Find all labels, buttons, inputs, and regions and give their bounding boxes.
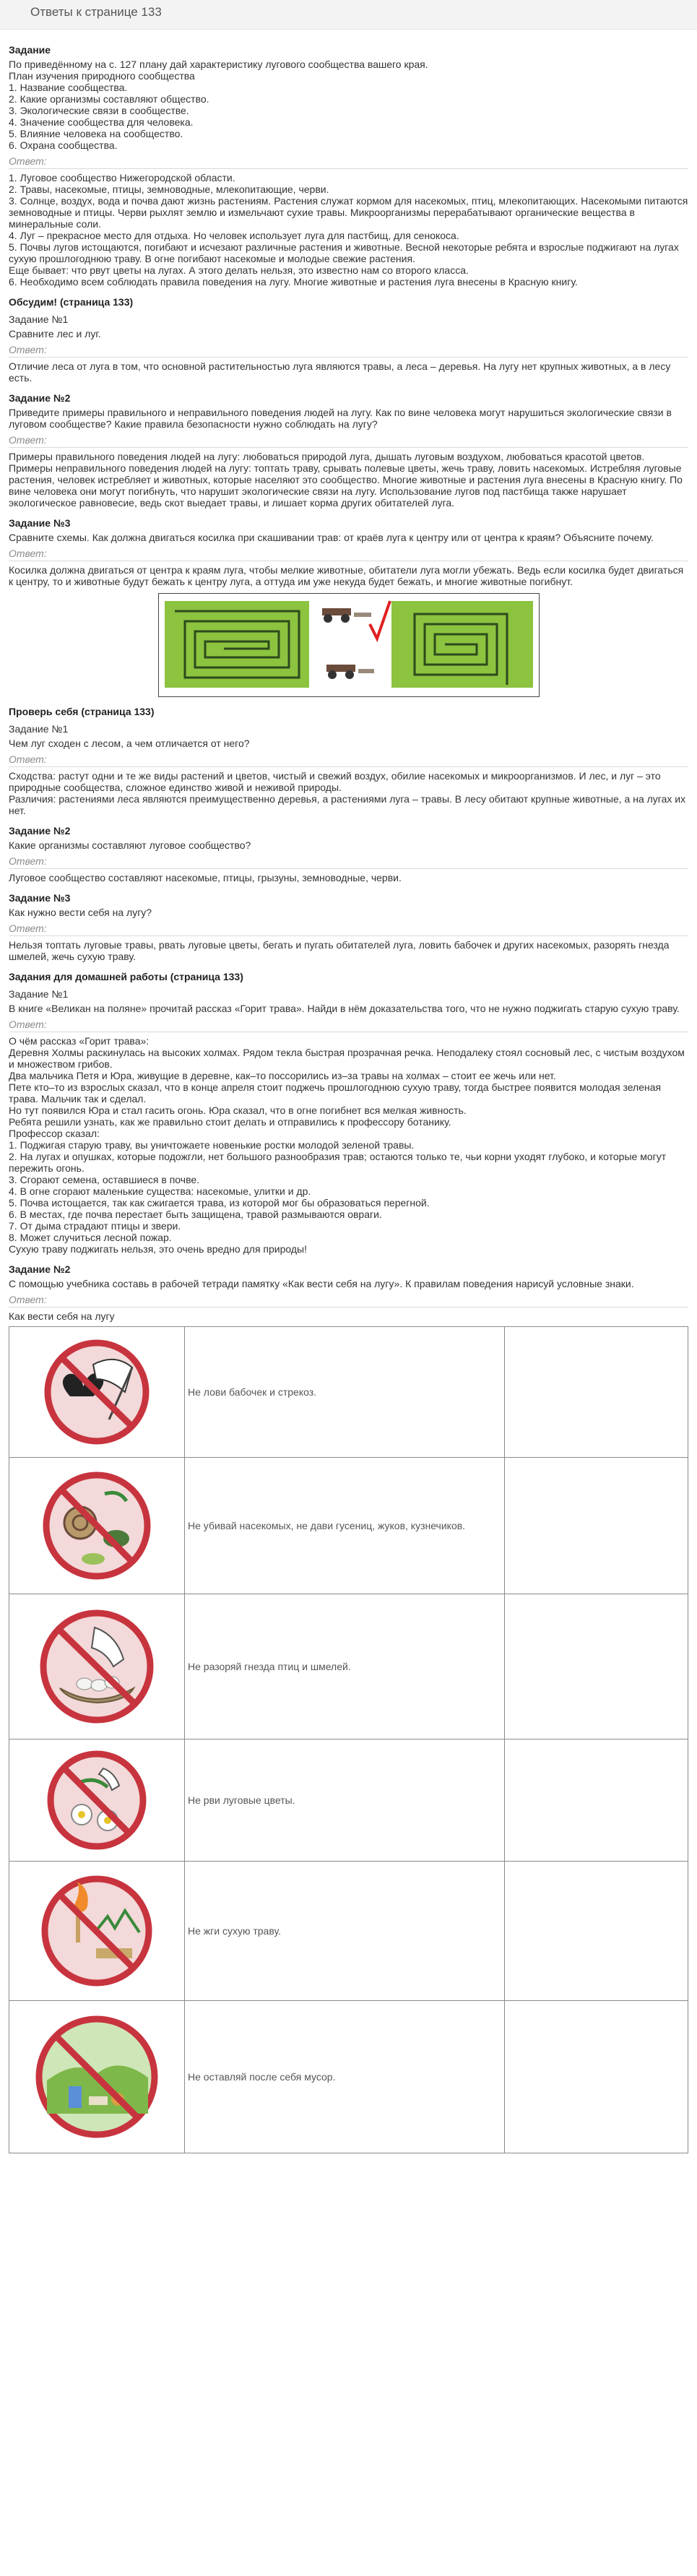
divider	[9, 357, 688, 358]
answer-text	[9, 1035, 688, 1255]
fire-prohibited-icon	[9, 1862, 184, 2000]
answer-line: 3. Солнце, воздух, вода и почва дают жизнь растениям. Растения служат кормом для насекомых, птиц, млекопитающих. Насекомыми питаются земноводные и птицы. Черви рыхлят землю и измельчают сухие травы. Микроорганизмы перерабатывают органические вещества в минеральные соли.	[9, 195, 691, 230]
answer-line: 1. Луговое сообщество Нижегородской области.	[9, 172, 235, 183]
prompt-line: 1. Название сообщества.	[9, 82, 128, 93]
mowing-scheme-svg	[159, 594, 539, 696]
litter-prohibited-icon	[9, 2001, 184, 2153]
task-title: Задание №3	[9, 892, 71, 904]
section-heading: Обсудим! (страница 133)	[9, 296, 134, 308]
prompt-line: 4. Значение сообщества для человека.	[9, 116, 194, 128]
rule-text: Не разоряй гнезда птиц и шмелей.	[185, 1594, 505, 1739]
task-question: С помощью учебника составь в рабочей тетради памятку «Как вести себя на лугу». К правилам поведения нарисуй условные знаки.	[9, 1278, 634, 1289]
answer-line: 6. В местах, где почва перестает быть защищена, травой размываются овраги.	[9, 1209, 382, 1220]
table-row	[9, 1594, 688, 1739]
empty-cell	[504, 1594, 688, 1739]
answer-line: Но тут появился Юра и стал гасить огонь. Юра сказал, что в огне погибнет вся мелкая живность.	[9, 1105, 467, 1116]
rule-text: Не лови бабочек и стрекоз.	[185, 1327, 505, 1458]
task-question: Чем луг сходен с лесом, а чем отличается от него?	[9, 738, 250, 749]
task-question: Сравните лес и луг.	[9, 328, 101, 340]
task-title: Задание №1	[9, 314, 69, 325]
divider	[9, 1307, 688, 1308]
section-heading: Задание	[9, 44, 51, 56]
answer-line: Косилка должна двигаться от центра к краям луга, чтобы мелкие животные, обитатели луга могли убежать. Ведь если косилка будет двигаться к центру, то и животные будут бежать к центру луга, а оттуда им уже некуда будет бежать, и многие животные погибнут.	[9, 564, 687, 587]
rule-icon-cell	[9, 1739, 185, 1862]
insects-prohibited-icon	[9, 1458, 184, 1594]
answer-line: Деревня Холмы раскинулась на высоких холмах. Рядом текла быстрая прозрачная речка. Неподалеку стоял сосновый лес, с чистым воздухом и множеством грибов.	[9, 1047, 688, 1070]
task-prompt	[9, 59, 688, 151]
table-row	[9, 1862, 688, 2001]
answer-line: Еще бывает: что рвут цветы на лугах. А этого делать нельзя, это известно нам со второго класса.	[9, 264, 469, 276]
answer-text	[9, 172, 691, 288]
answer-line: 3. Сгорают семена, оставшиеся в почве.	[9, 1174, 200, 1185]
divider	[9, 766, 688, 767]
task-question: Приведите примеры правильного и неправильного поведения людей на лугу. Как по вине человека могут нарушиться экологические связи в луговом сообществе? Какие правила безопасности нужно соблюдать на лугу?	[9, 407, 675, 430]
task-question: Какие организмы составляют луговое сообщество?	[9, 839, 251, 851]
answer-label: Ответ:	[9, 434, 47, 446]
answer-line: Отличие леса от луга в том, что основной растительностью луга являются травы, а леса – деревья. На лугу нет крупных животных, а в лесу есть.	[9, 360, 674, 384]
answer-line: Сходства: растут одни и те же виды растений и цветов, чистый и свежий воздух, обилие насекомых и микроорганизмов. И лес, и луг – это природные сообщества, сложное единство живой и неживой природы.	[9, 770, 664, 793]
answer-line: Примеры неправильного поведения людей на лугу: топтать траву, срывать полевые цветы, жечь траву, ловить насекомых. Истребляя луговые растения, человек истребляет и животных, которые населяют это сообщество. Многие животные и растения луга внесены в Красную книгу. По вине человека они могут погибнуть, что нарушит экологические связи на лугу. Использование лугов под пастбища также нарушает экологическое равновесие, ведь скот выедает травы, и лишает корма других обитателей луга.	[9, 462, 685, 509]
answer-line: Пете кто–то из взрослых сказал, что в конце апреля стоит поджечь прошлогоднюю сухую траву, тогда быстрее появится молодая зеленая трава. Мальчик так и сделал.	[9, 1081, 664, 1105]
answer-label: Ответ:	[9, 548, 47, 559]
mower-bottom-icon	[326, 665, 374, 679]
rule-icon-cell	[9, 2001, 185, 2153]
answer-line: 5. Почва истощается, так как сжигается трава, из которой мог бы образоваться перегной.	[9, 1197, 430, 1209]
check-mark-icon	[370, 601, 390, 639]
answer-label: Ответ:	[9, 1019, 47, 1030]
task-title: Задание №3	[9, 517, 71, 529]
meadow-left	[165, 601, 309, 688]
answer-line: 7. От дыма страдают птицы и звери.	[9, 1220, 181, 1232]
task-title: Задание №2	[9, 825, 71, 837]
empty-cell	[504, 1739, 688, 1862]
rule-icon-cell	[9, 1862, 185, 2001]
empty-cell	[504, 1327, 688, 1458]
table-row	[9, 1458, 688, 1594]
answer-label: Ответ:	[9, 344, 47, 355]
divider	[9, 935, 688, 936]
empty-cell	[504, 2001, 688, 2153]
divider	[9, 868, 688, 869]
answer-label: Ответ:	[9, 922, 47, 934]
answer-line: Нельзя топтать луговые травы, рвать луговые цветы, бегать и пугать обитателей луга, ловить бабочек и других насекомых, разорять гнезда шмелей, жечь сухую траву.	[9, 939, 672, 962]
prompt-line: По приведённому на с. 127 плану дай характеристику лугового сообщества вашего края.	[9, 59, 428, 70]
rule-text: Не оставляй после себя мусор.	[185, 2001, 505, 2153]
empty-cell	[504, 1458, 688, 1594]
answer-line: Два мальчика Петя и Юра, живущие в деревне, как–то поссорились из–за травы на холмах – стоит ее жечь или нет.	[9, 1070, 556, 1081]
answer-label: Ответ:	[9, 855, 47, 867]
answer-line: 8. Может случиться лесной пожар.	[9, 1232, 172, 1243]
answer-line: 4. В огне сгорают маленькие существа: насекомые, улитки и др.	[9, 1185, 311, 1197]
mower-top-icon	[322, 608, 371, 623]
rules-table	[9, 1326, 688, 2153]
rule-icon-cell	[9, 1458, 185, 1594]
answer-line: 2. На лугах и опушках, которые подожгли, нет большого разнообразия трав; остаются только те, чьи корни уходят глубоко, и которые могут пережить огонь.	[9, 1151, 670, 1174]
task-title: Задание №2	[9, 392, 71, 404]
answer-line: Ребята решили узнать, как же правильно стоит делать и отправились к профессору ботанику.	[9, 1116, 451, 1128]
answer-line: 6. Необходимо всем соблюдать правила поведения на лугу. Многие животные и растения луга внесены в Красную книгу.	[9, 276, 578, 288]
rule-text: Не рви луговые цветы.	[185, 1739, 505, 1862]
page-title: Ответы к странице 133	[30, 5, 162, 19]
prompt-line: 2. Какие организмы составляют общество.	[9, 93, 209, 105]
answer-line: 4. Луг – прекрасное место для отдыха. Но человек использует луга для пастбищ, для сенокоса.	[9, 230, 459, 241]
rule-text: Не жги сухую траву.	[185, 1862, 505, 2001]
rule-text: Не убивай насекомых, не дави гусениц, жуков, кузнечиков.	[185, 1458, 505, 1594]
task-question: Как нужно вести себя на лугу?	[9, 907, 152, 918]
rule-icon-cell	[9, 1594, 185, 1739]
answer-line: Как вести себя на лугу	[9, 1310, 115, 1322]
task-title: Задание №1	[9, 988, 69, 1000]
answer-label: Ответ:	[9, 1294, 47, 1305]
empty-cell	[504, 1862, 688, 2001]
header-bar	[0, 0, 697, 30]
table-row	[9, 1739, 688, 1862]
mowing-scheme-image	[158, 593, 540, 697]
table-row	[9, 1327, 688, 1458]
answer-line: 1. Поджигая старую траву, вы уничтожаете новенькие ростки молодой зеленой травы.	[9, 1139, 415, 1151]
answer-line: Сухую траву поджигать нельзя, это очень вредно для природы!	[9, 1243, 307, 1255]
answer-line: Различия: растениями леса являются преимущественно деревья, а растениями луга – травы. В лесу обитают крупные животные, а на лугах их нет.	[9, 793, 688, 816]
table-row	[9, 2001, 688, 2153]
answer-line: 5. Почвы лугов истощаются, погибают и исчезают различные растения и животные. Весной некоторые ребята и взрослые поджигают на лугах сухую прошлогоднюю траву. В огне погибают насекомые и молодые свежие растения.	[9, 241, 682, 264]
section-heading: Задания для домашней работы (страница 133)	[9, 971, 243, 982]
divider	[9, 447, 688, 448]
divider	[9, 168, 688, 169]
butterfly-prohibited-icon	[9, 1327, 184, 1457]
task-question: В книге «Великан на поляне» прочитай рассказ «Горит трава». Найди в нём доказательства того, что не нужно поджигать старую сухую траву.	[9, 1003, 680, 1014]
prompt-line: План изучения природного сообщества	[9, 70, 195, 82]
task-title: Задание №1	[9, 723, 69, 735]
answer-label: Ответ:	[9, 155, 47, 167]
answer-line: О чём рассказ «Горит трава»:	[9, 1035, 150, 1047]
nest-prohibited-icon	[9, 1594, 184, 1739]
answer-line: Луговое сообщество составляют насекомые, птицы, грызуны, земноводные, черви.	[9, 872, 402, 883]
answer-line: Примеры правильного поведения людей на лугу: любоваться природой луга, дышать луговым воздухом, любоваться красотой цветов.	[9, 451, 645, 462]
answer-line: Профессор сказал:	[9, 1128, 100, 1139]
section-heading: Проверь себя (страница 133)	[9, 706, 155, 717]
rule-icon-cell	[9, 1327, 185, 1458]
prompt-line: 6. Охрана сообщества.	[9, 139, 118, 151]
content	[0, 30, 697, 2153]
flowers-prohibited-icon	[9, 1739, 184, 1861]
task-title: Задание №2	[9, 1263, 71, 1275]
prompt-line: 3. Экологические связи в сообществе.	[9, 105, 189, 116]
answer-label: Ответ:	[9, 753, 47, 765]
prompt-line: 5. Влияние человека на сообщество.	[9, 128, 183, 139]
answer-line: 2. Травы, насекомые, птицы, земноводные, млекопитающие, черви.	[9, 183, 329, 195]
task-question: Сравните схемы. Как должна двигаться косилка при скашивании трав: от краёв луга к центру или от центра к краям? Объясните почему.	[9, 532, 654, 543]
